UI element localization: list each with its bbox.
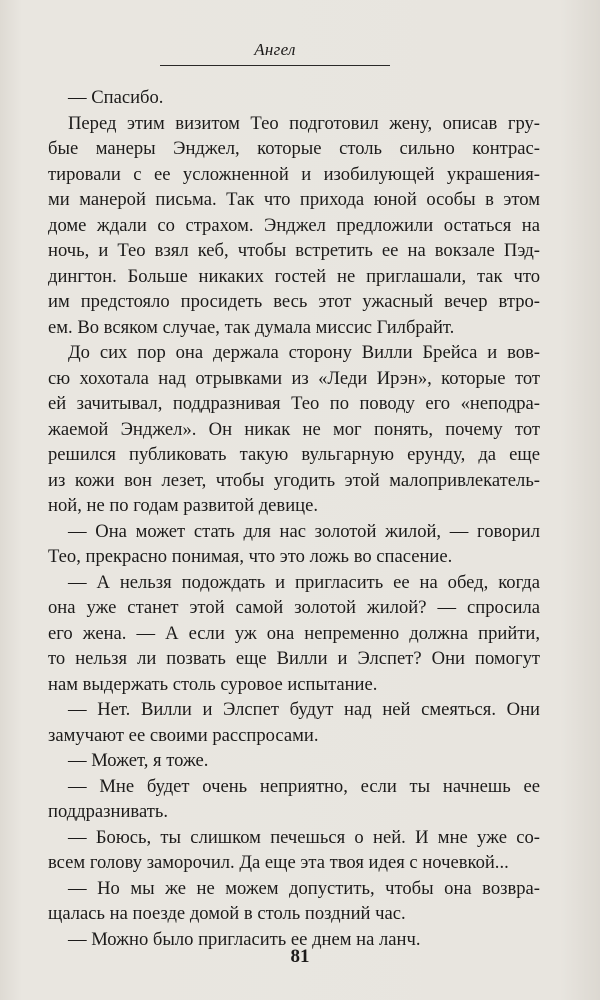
running-head-title: Ангел (254, 40, 296, 59)
text-line: решился публиковать такую вульгарную ерунду, да еще (48, 444, 540, 465)
paragraph (48, 774, 540, 825)
text-line: — Боюсь, ты слишком печешься о ней. И мне уже со- (68, 826, 540, 848)
paragraph (48, 111, 540, 341)
text-line: из кожи вон лезет, чтобы угодить этой малопривлекатель- (48, 469, 540, 491)
text-line: доме ждали со страхом. Энджел предложили остаться на (48, 214, 540, 236)
text-line: жаемой Энджел». Он никак не мог понять, почему тот (48, 418, 540, 440)
text-line: его жена. — А если уж она непременно должна прийти, (48, 622, 540, 644)
paragraph (48, 825, 540, 876)
paragraph (48, 876, 540, 927)
text-line: им предстояло просидеть весь этот ужасный вечер втро- (48, 291, 540, 312)
paragraph (48, 748, 540, 774)
page-number: 81 (290, 946, 310, 967)
text-line: — Но мы же не можем допустить, чтобы она возвра- (68, 877, 540, 899)
header-rule (160, 65, 390, 66)
text-line: нам выдержать столь суровое испытание. (48, 673, 378, 695)
text-line: дингтон. Больше никаких гостей не приглашали, так что (48, 265, 540, 287)
body-text (48, 85, 540, 952)
text-line: поддразнивать. (48, 801, 168, 822)
text-line: До сих пор она держала сторону Вилли Брейса и вов- (68, 342, 540, 363)
text-line: ночь, и Тео взял кеб, чтобы встретить ее на вокзале Пэд- (48, 240, 540, 261)
text-line: — Можно было пригласить ее днем на ланч. (68, 928, 421, 950)
text-line: бые манеры Энджел, которые столь сильно контрас- (48, 138, 540, 159)
text-line: она уже станет этой самой золотой жилой? — спросила (48, 597, 540, 618)
running-head (160, 40, 390, 66)
text-line: замучают ее своими расспросами. (48, 724, 319, 746)
paragraph (48, 697, 540, 748)
text-line: ми манерой письма. Так что прихода юной особы в этом (48, 189, 540, 210)
text-line: ей зачитывал, поддразнивая Тео по поводу его «неподра- (48, 393, 540, 414)
text-line: — Может, я тоже. (68, 750, 209, 771)
text-line: Перед этим визитом Тео подготовил жену, описав гру- (68, 112, 540, 134)
paragraph (48, 85, 540, 111)
text-line: тировали с ее усложненной и изобилующей украшения- (48, 163, 540, 185)
text-line: Тео, прекрасно понимая, что это ложь во спасение. (48, 546, 453, 567)
text-line: ной, не по годам развитой девице. (48, 495, 318, 516)
text-line: — А нельзя подождать и пригласить ее на обед, когда (68, 571, 540, 593)
text-line: — Нет. Вилли и Элспет будут над ней смеяться. Они (68, 699, 540, 720)
text-line: — Она может стать для нас золотой жилой, — говорил (68, 520, 540, 542)
paragraph (48, 519, 540, 570)
text-line: — Спасибо. (68, 87, 164, 108)
paragraph (48, 340, 540, 519)
text-line: ем. Во всяком случае, так думала миссис Гилбрайт. (48, 316, 455, 338)
text-line: сю хохотала над отрывками из «Леди Ирэн», которые тот (48, 367, 540, 389)
text-line: всем голову заморочил. Да еще эта твоя идея с ночевкой... (48, 852, 509, 873)
text-line: щалась на поезде домой в столь поздний час. (48, 903, 406, 924)
text-line: — Мне будет очень неприятно, если ты начнешь ее (68, 775, 540, 797)
paragraph (48, 570, 540, 698)
text-line: то нельзя ли позвать еще Вилли и Элспет? Они помогут (48, 648, 540, 669)
